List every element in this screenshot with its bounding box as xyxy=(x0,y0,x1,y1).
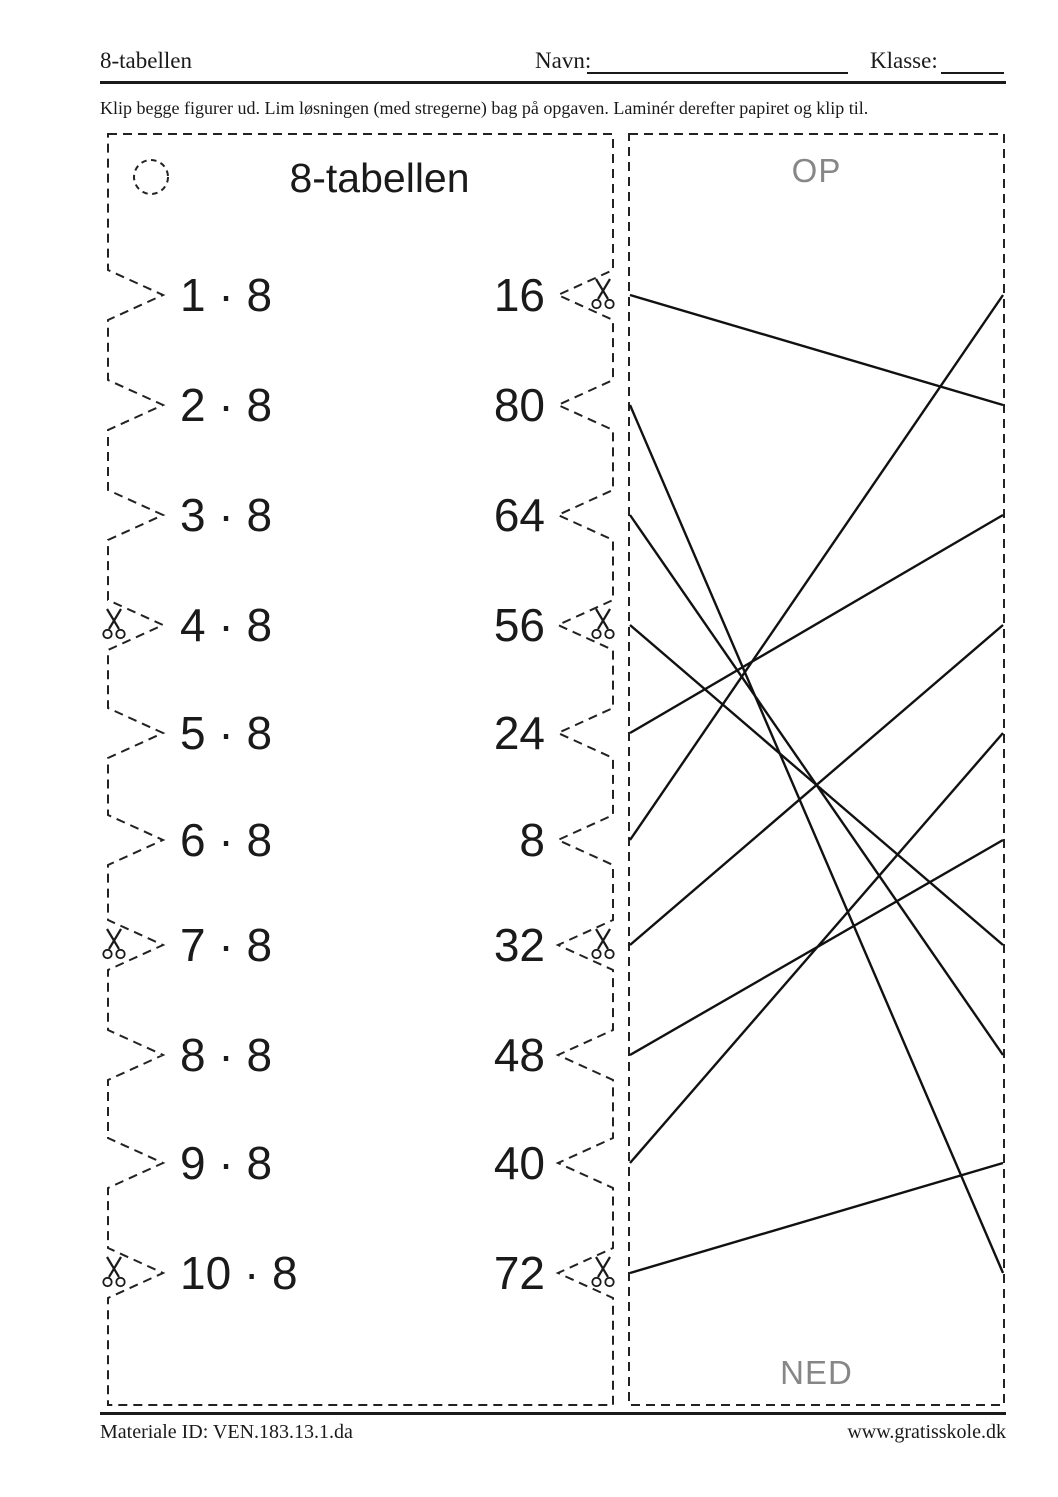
answer-cell: 8 xyxy=(519,814,545,866)
scissors-icon xyxy=(590,277,616,311)
solution-lines xyxy=(630,295,1003,1273)
scissors-icon xyxy=(101,1255,127,1289)
answer-cell: 32 xyxy=(493,919,545,971)
answer-cell: 56 xyxy=(493,599,545,651)
answer-cell: 24 xyxy=(493,707,545,759)
answer-cell: 16 xyxy=(493,269,545,321)
problem-cell: 10 · 8 xyxy=(180,1247,298,1299)
problem-cell: 3 · 8 xyxy=(180,489,273,541)
answer-cell: 72 xyxy=(493,1247,545,1299)
class-label: Klasse: xyxy=(870,48,938,73)
card-row xyxy=(180,699,545,767)
card-row xyxy=(180,261,545,329)
problem-cell: 8 · 8 xyxy=(180,1029,273,1081)
problem-cell: 1 · 8 xyxy=(180,269,273,321)
solution-line xyxy=(630,515,1003,733)
scissors-icon xyxy=(590,607,616,641)
website-text: www.gratisskole.dk xyxy=(847,1421,1006,1443)
card-row xyxy=(180,371,545,439)
answer-cell: 64 xyxy=(493,489,545,541)
problem-cell: 4 · 8 xyxy=(180,599,273,651)
problem-cell: 5 · 8 xyxy=(180,707,273,759)
problem-cell: 7 · 8 xyxy=(180,919,273,971)
problem-cell: 2 · 8 xyxy=(180,379,273,431)
card-row xyxy=(180,591,545,659)
card-row xyxy=(180,806,545,874)
scissors-icon xyxy=(590,927,616,961)
scissors-icon xyxy=(101,927,127,961)
solution-line xyxy=(630,295,1003,840)
name-label: Navn: xyxy=(535,48,592,73)
scissors-icon xyxy=(590,1255,616,1289)
material-id-text: Materiale ID: VEN.183.13.1.da xyxy=(100,1421,353,1443)
scissors-icon xyxy=(101,607,127,641)
answer-cell: 40 xyxy=(493,1137,545,1189)
answer-cell: 80 xyxy=(493,379,545,431)
answer-cell: 48 xyxy=(493,1029,545,1081)
solution-label-op: OP xyxy=(791,152,842,189)
problem-cell: 6 · 8 xyxy=(180,814,273,866)
solution-line xyxy=(630,733,1003,1163)
solution-line xyxy=(630,1163,1003,1273)
card-row xyxy=(180,481,545,549)
card-row xyxy=(180,911,545,979)
page-title: 8-tabellen xyxy=(100,48,192,73)
card-row xyxy=(180,1021,545,1089)
card-row xyxy=(180,1239,545,1307)
solution-line xyxy=(630,295,1003,405)
card-title: 8-tabellen xyxy=(289,155,470,201)
solution-cut-border xyxy=(629,134,1004,1405)
card-row xyxy=(180,1129,545,1197)
instruction-text: Klip begge figurer ud. Lim løsningen (med stregerne) bag på opgaven. Laminér derefter papiret og klip til. xyxy=(100,98,869,118)
solution-label-ned: NED xyxy=(780,1354,853,1391)
footer-rule xyxy=(100,1412,1006,1415)
solution-line xyxy=(630,405,1003,1273)
problem-cell: 9 · 8 xyxy=(180,1137,273,1189)
